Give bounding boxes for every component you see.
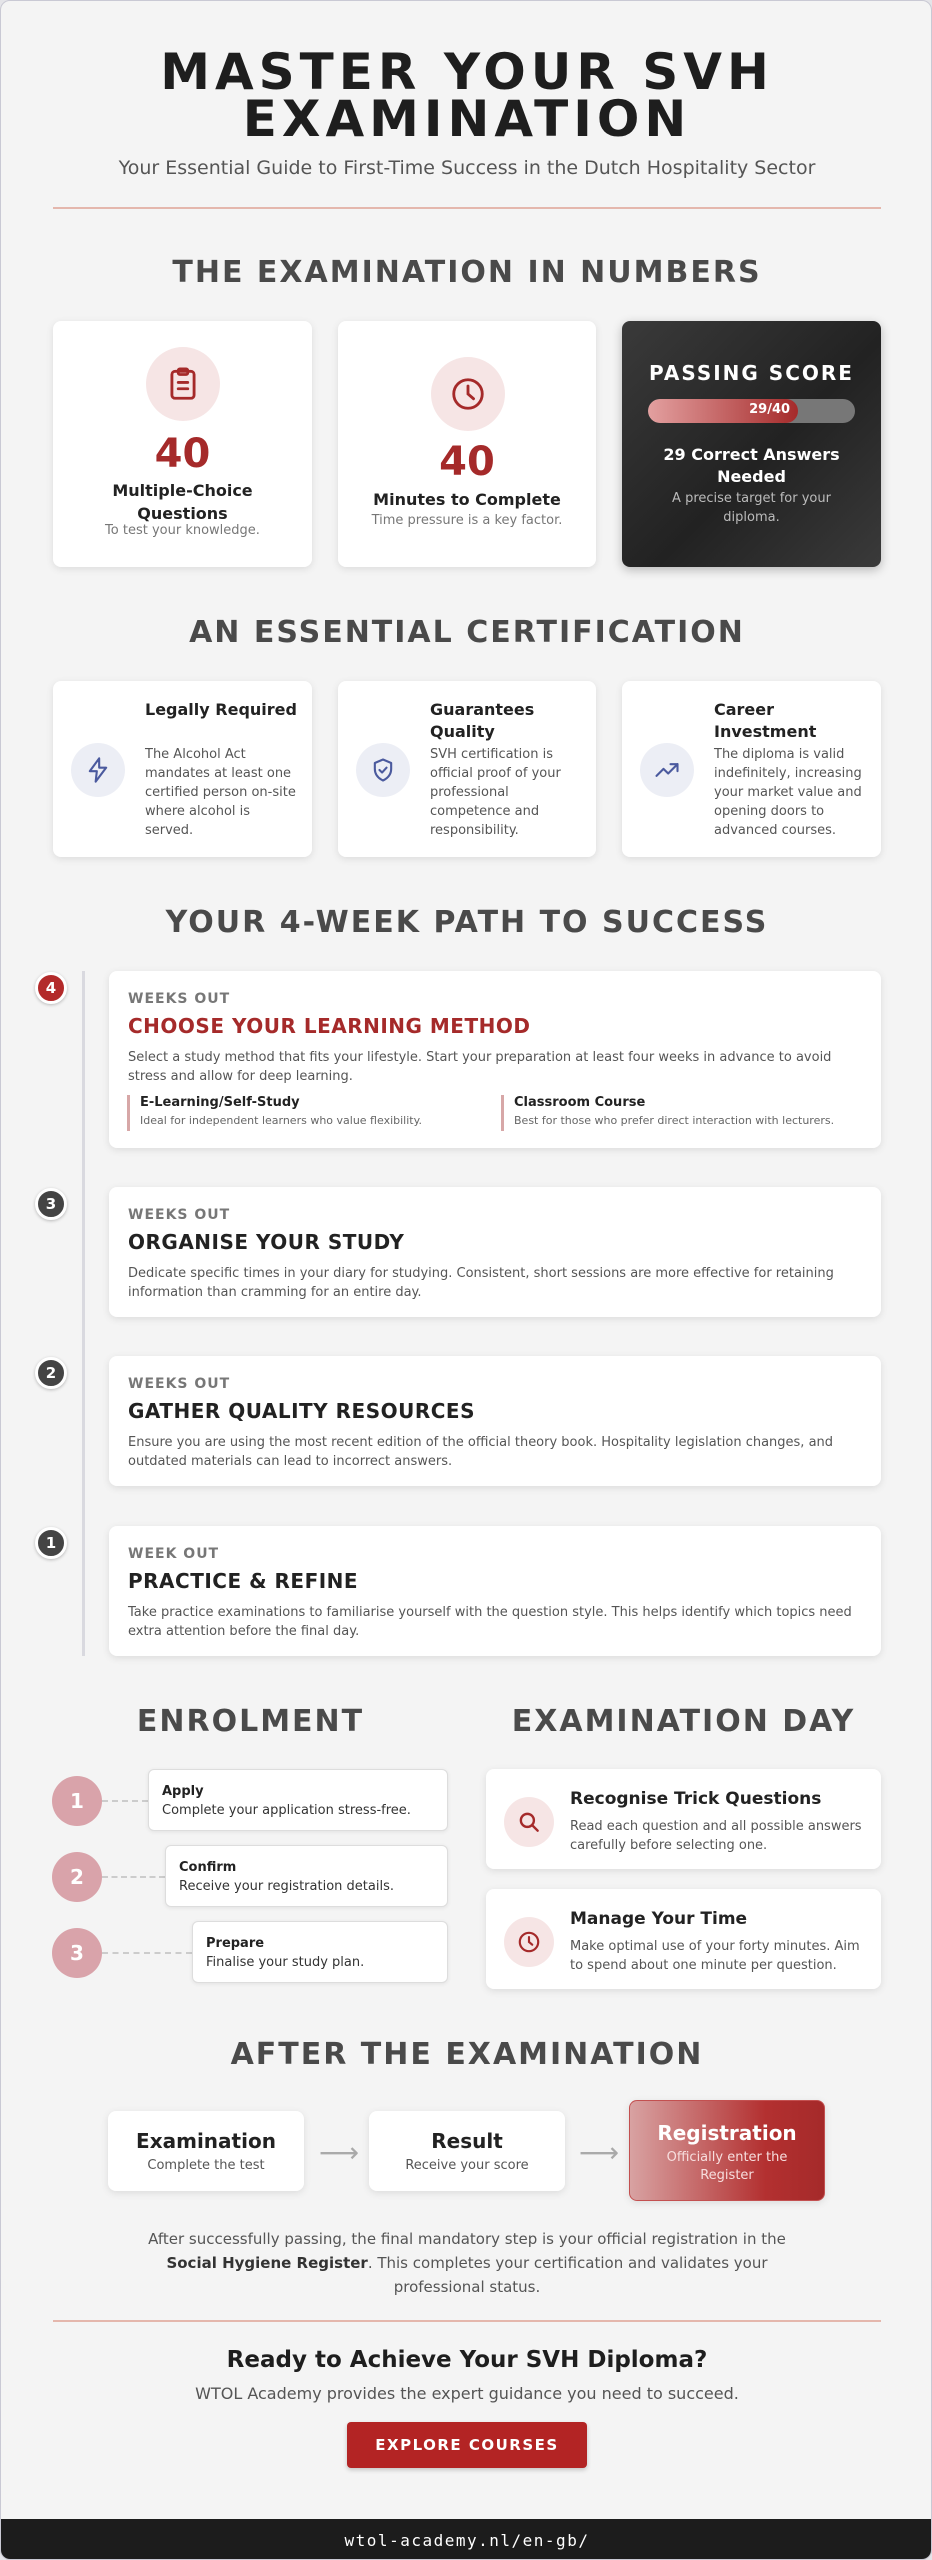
arrow-right-icon: ⟶ (579, 2136, 620, 2169)
path-step-card (109, 971, 881, 1148)
option-description: Best for those who prefer direct interaction with lecturers. (514, 1114, 835, 1127)
step-kicker: WEEKS OUT (128, 991, 231, 1007)
stat-value: 40 (439, 439, 495, 485)
shield-check-icon (356, 743, 410, 797)
stat-description: Time pressure is a key factor. (371, 513, 563, 528)
clipboard-icon (146, 347, 220, 421)
flow-step-examination (108, 2111, 304, 2191)
cert-card-quality (338, 681, 596, 857)
flow-step-title: Result (431, 2129, 503, 2153)
flow-step-title: Examination (136, 2129, 276, 2153)
explore-courses-button[interactable]: EXPLORE COURSES (347, 2422, 587, 2468)
cert-title: Career Investment (714, 700, 817, 741)
exam-tip-card (486, 1769, 881, 1869)
cert-title: Guarantees Quality (430, 700, 535, 741)
enrolment-step-number: 2 (52, 1852, 102, 1902)
passing-score-card (622, 321, 881, 567)
enrolment-step-card (148, 1769, 448, 1831)
after-text-end: . This completes your certification and validates your professional status. (367, 2254, 768, 2296)
step-title: ORGANISE YOUR STUDY (128, 1230, 405, 1254)
header-divider (53, 207, 881, 209)
learning-option-elearning (127, 1095, 467, 1131)
after-section-title: AFTER THE EXAMINATION (230, 2037, 704, 2072)
step-badge: 2 (35, 1357, 67, 1389)
enrolment-section-title: ENROLMENT (136, 1704, 365, 1739)
after-explanation (141, 2227, 793, 2299)
stat-description: To test your knowledge. (105, 523, 260, 538)
passing-score-description: A precise target for your diploma. (672, 491, 831, 525)
exam-tip-title: Manage Your Time (570, 1909, 748, 1929)
flow-step-registration (629, 2100, 825, 2201)
learning-option-classroom (501, 1095, 861, 1131)
stat-label: Minutes to Complete (373, 490, 561, 509)
clock-icon (504, 1917, 554, 1967)
exam-tip-card (486, 1889, 881, 1989)
search-icon (504, 1797, 554, 1847)
enrolment-step-description: Complete your application stress-free. (162, 1803, 411, 1818)
stat-value: 40 (154, 431, 211, 477)
enrolment-connector (102, 1952, 192, 1954)
exam-tip-description: Read each question and all possible answers carefully before selecting one. (570, 1819, 862, 1853)
title-line-2: EXAMINATION (242, 90, 692, 148)
enrolment-step-description: Receive your registration details. (179, 1879, 394, 1894)
certification-section-title: AN ESSENTIAL CERTIFICATION (189, 615, 745, 650)
exam-day-section-title: EXAMINATION DAY (511, 1704, 856, 1739)
flow-step-description: Officially enter the Register (666, 2150, 788, 2183)
page-title (1, 43, 932, 148)
exam-tip-description: Make optimal use of your forty minutes. Aim to spend about one minute per question. (570, 1939, 860, 1973)
enrolment-step-card (165, 1845, 448, 1907)
step-kicker: WEEK OUT (128, 1546, 220, 1562)
passing-score-title: PASSING SCORE (649, 361, 854, 385)
numbers-section-title: THE EXAMINATION IN NUMBERS (172, 255, 762, 290)
step-description: Take practice examinations to familiarise yourself with the question style. This helps identify which topics need extra attention before the final day. (128, 1605, 852, 1639)
option-title: E-Learning/Self-Study (140, 1095, 300, 1110)
step-title: PRACTICE & REFINE (128, 1569, 359, 1593)
step-title: GATHER QUALITY RESOURCES (128, 1399, 475, 1423)
enrolment-step-description: Finalise your study plan. (206, 1955, 365, 1970)
step-badge: 1 (35, 1527, 67, 1559)
enrolment-step-number: 1 (52, 1776, 102, 1826)
timeline-line (82, 971, 85, 1656)
enrolment-step-number: 3 (52, 1928, 102, 1978)
stat-label: Multiple-Choice Questions (112, 481, 253, 523)
cert-title: Legally Required (145, 700, 297, 719)
enrolment-connector (102, 1800, 148, 1802)
enrolment-step-title: Prepare (206, 1936, 265, 1951)
step-badge: 4 (35, 972, 67, 1004)
clock-icon (431, 357, 505, 431)
arrow-right-icon: ⟶ (319, 2136, 360, 2169)
title-line-1: MASTER YOUR SVH (160, 43, 774, 101)
footer-link[interactable]: wtol-academy.nl/en-gb/ (344, 2530, 590, 2550)
flow-step-result (369, 2111, 565, 2191)
cert-description: The Alcohol Act mandates at least one certified person on-site where alcohol is served. (145, 747, 296, 838)
lightning-icon (71, 743, 125, 797)
path-step-card (109, 1526, 881, 1656)
step-description: Dedicate specific times in your diary for studying. Consistent, short sessions are more effective for retaining information than cramming for an entire day. (128, 1266, 834, 1300)
enrolment-step-title: Apply (162, 1784, 204, 1799)
page-subtitle: Your Essential Guide to First-Time Success in the Dutch Hospitality Sector (118, 157, 816, 179)
cert-card-career (622, 681, 881, 857)
footer-url[interactable] (1, 2519, 932, 2560)
cert-description: SVH certification is official proof of your professional competence and responsibility. (430, 747, 561, 838)
step-description: Ensure you are using the most recent edition of the official theory book. Hospitality legislation changes, and outdated materials can lead to incorrect answers. (128, 1435, 834, 1469)
after-text-start: After successfully passing, the final mandatory step is your official registration in the (148, 2230, 786, 2248)
option-title: Classroom Course (514, 1095, 646, 1110)
step-title: CHOOSE YOUR LEARNING METHOD (128, 1014, 531, 1038)
trend-up-icon (640, 743, 694, 797)
stat-card-questions (53, 321, 312, 567)
cta-subtitle: WTOL Academy provides the expert guidance you need to succeed. (195, 2384, 739, 2403)
exam-tip-title: Recognise Trick Questions (570, 1789, 822, 1809)
passing-score-bar (648, 399, 855, 423)
path-step-card (109, 1187, 881, 1317)
after-text-bold: Social Hygiene Register (166, 2254, 368, 2272)
cta-divider (53, 2320, 881, 2322)
cta-title: Ready to Achieve Your SVH Diploma? (226, 2347, 708, 2373)
passing-score-bar-label: 29/40 (749, 402, 791, 417)
flow-step-description: Complete the test (147, 2158, 265, 2173)
cert-description: The diploma is valid indefinitely, increasing your market value and opening doors to advanced courses. (714, 747, 862, 838)
path-section-title: YOUR 4-WEEK PATH TO SUCCESS (165, 905, 769, 940)
flow-step-title: Registration (657, 2121, 797, 2145)
enrolment-step-card (192, 1921, 448, 1983)
step-kicker: WEEKS OUT (128, 1376, 231, 1392)
enrolment-connector (102, 1876, 165, 1878)
enrolment-step-title: Confirm (179, 1860, 237, 1875)
step-badge: 3 (35, 1188, 67, 1220)
stat-card-minutes (338, 321, 596, 567)
path-step-card (109, 1356, 881, 1486)
option-description: Ideal for independent learners who value flexibility. (140, 1114, 423, 1127)
passing-score-fill (648, 399, 798, 423)
step-description: Select a study method that fits your lifestyle. Start your preparation at least four weeks in advance to avoid stress and allow for deep learning. (128, 1050, 832, 1084)
step-kicker: WEEKS OUT (128, 1207, 231, 1223)
cert-card-legal (53, 681, 312, 857)
flow-step-description: Receive your score (405, 2158, 529, 2173)
passing-score-headline: 29 Correct Answers Needed (663, 445, 840, 486)
